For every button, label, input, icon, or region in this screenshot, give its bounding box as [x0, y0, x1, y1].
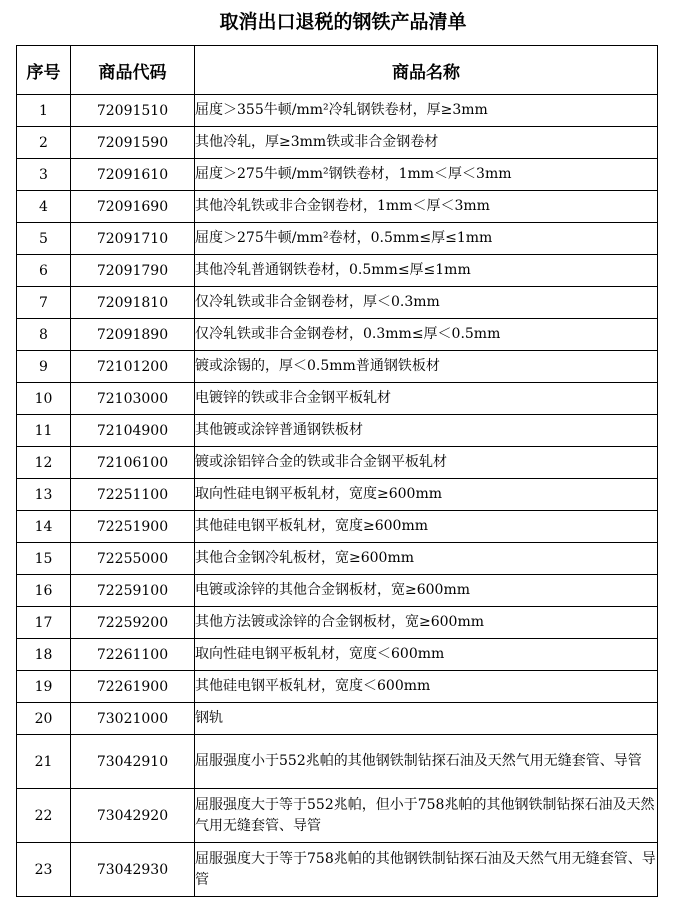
row-name: 取向性硅电钢平板轧材，宽度＜600mm — [195, 639, 658, 671]
row-no: 11 — [17, 415, 71, 447]
row-code: 72091810 — [71, 287, 195, 319]
row-code: 72251100 — [71, 479, 195, 511]
row-name: 屈度＞355牛顿/mm²冷轧钢铁卷材，厚≥3mm — [195, 95, 658, 127]
row-no: 22 — [17, 789, 71, 843]
row-name: 屈度＞275牛顿/mm²卷材，0.5mm≤厚≤1mm — [195, 223, 658, 255]
table-row — [17, 383, 658, 415]
row-name: 电镀锌的铁或非合金钢平板轧材 — [195, 383, 658, 415]
table-row — [17, 191, 658, 223]
table-row — [17, 575, 658, 607]
row-code: 72261900 — [71, 671, 195, 703]
row-code: 72104900 — [71, 415, 195, 447]
table-row — [17, 543, 658, 575]
row-name: 其他硅电钢平板轧材，宽度＜600mm — [195, 671, 658, 703]
row-name: 钢轨 — [195, 703, 658, 735]
row-no: 19 — [17, 671, 71, 703]
row-name: 其他冷轧普通钢铁卷材，0.5mm≤厚≤1mm — [195, 255, 658, 287]
table-row — [17, 255, 658, 287]
table-row — [17, 351, 658, 383]
row-code: 72106100 — [71, 447, 195, 479]
row-no: 6 — [17, 255, 71, 287]
table-row — [17, 447, 658, 479]
table-row — [17, 159, 658, 191]
row-name: 仅冷轧铁或非合金钢卷材，0.3mm≤厚＜0.5mm — [195, 319, 658, 351]
row-name: 仅冷轧铁或非合金钢卷材，厚＜0.3mm — [195, 287, 658, 319]
table-row — [17, 843, 658, 897]
row-name: 屈度＞275牛顿/mm²钢铁卷材，1mm＜厚＜3mm — [195, 159, 658, 191]
table-row — [17, 671, 658, 703]
row-no: 7 — [17, 287, 71, 319]
table-row — [17, 287, 658, 319]
table-row — [17, 95, 658, 127]
row-name: 屈服强度大于等于552兆帕，但小于758兆帕的其他钢铁制钻探石油及天然气用无缝套管、导管 — [195, 789, 658, 843]
row-no: 14 — [17, 511, 71, 543]
document-title: 取消出口退税的钢铁产品清单 — [219, 11, 467, 33]
row-no: 13 — [17, 479, 71, 511]
row-name: 其他方法镀或涂锌的合金钢板材，宽≥600mm — [195, 607, 658, 639]
row-code: 72091790 — [71, 255, 195, 287]
row-no: 12 — [17, 447, 71, 479]
row-name: 其他冷轧，厚≥3mm铁或非合金钢卷材 — [195, 127, 658, 159]
row-code: 73042920 — [71, 789, 195, 843]
table-row — [17, 607, 658, 639]
header-code: 商品代码 — [71, 46, 195, 95]
row-no: 4 — [17, 191, 71, 223]
table-row — [17, 639, 658, 671]
row-name: 其他镀或涂锌普通钢铁板材 — [195, 415, 658, 447]
table-row — [17, 735, 658, 789]
row-no: 20 — [17, 703, 71, 735]
row-no: 15 — [17, 543, 71, 575]
row-code: 73021000 — [71, 703, 195, 735]
table-row — [17, 479, 658, 511]
row-name: 电镀或涂锌的其他合金钢板材，宽≥600mm — [195, 575, 658, 607]
row-no: 21 — [17, 735, 71, 789]
row-code: 72101200 — [71, 351, 195, 383]
table-row — [17, 223, 658, 255]
row-code: 72091690 — [71, 191, 195, 223]
row-name: 其他合金钢冷轧板材，宽≥600mm — [195, 543, 658, 575]
header-name: 商品名称 — [195, 46, 658, 95]
table-row — [17, 789, 658, 843]
row-code: 72255000 — [71, 543, 195, 575]
row-name: 镀或涂锡的，厚＜0.5mm普通钢铁板材 — [195, 351, 658, 383]
row-no: 17 — [17, 607, 71, 639]
row-code: 72091610 — [71, 159, 195, 191]
row-name: 其他冷轧铁或非合金钢卷材，1mm＜厚＜3mm — [195, 191, 658, 223]
row-name: 屈服强度小于552兆帕的其他钢铁制钻探石油及天然气用无缝套管、导管 — [195, 735, 658, 789]
row-code: 72091710 — [71, 223, 195, 255]
row-no: 10 — [17, 383, 71, 415]
row-code: 72091510 — [71, 95, 195, 127]
table-header-row — [17, 46, 658, 95]
header-no: 序号 — [17, 46, 71, 95]
table-row — [17, 511, 658, 543]
row-no: 8 — [17, 319, 71, 351]
table-row — [17, 703, 658, 735]
row-code: 73042930 — [71, 843, 195, 897]
row-code: 72259100 — [71, 575, 195, 607]
row-no: 9 — [17, 351, 71, 383]
row-no: 5 — [17, 223, 71, 255]
row-code: 72091890 — [71, 319, 195, 351]
row-no: 23 — [17, 843, 71, 897]
row-no: 18 — [17, 639, 71, 671]
product-table — [16, 45, 658, 897]
row-no: 3 — [17, 159, 71, 191]
row-name: 取向性硅电钢平板轧材，宽度≥600mm — [195, 479, 658, 511]
row-name: 镀或涂铝锌合金的铁或非合金钢平板轧材 — [195, 447, 658, 479]
row-code: 72103000 — [71, 383, 195, 415]
row-code: 72261100 — [71, 639, 195, 671]
table-row — [17, 127, 658, 159]
row-name: 其他硅电钢平板轧材，宽度≥600mm — [195, 511, 658, 543]
row-code: 73042910 — [71, 735, 195, 789]
row-code: 72251900 — [71, 511, 195, 543]
row-code: 72259200 — [71, 607, 195, 639]
row-no: 16 — [17, 575, 71, 607]
row-code: 72091590 — [71, 127, 195, 159]
table-row — [17, 415, 658, 447]
row-no: 2 — [17, 127, 71, 159]
row-no: 1 — [17, 95, 71, 127]
table-row — [17, 319, 658, 351]
row-name: 屈服强度大于等于758兆帕的其他钢铁制钻探石油及天然气用无缝套管、导管 — [195, 843, 658, 897]
